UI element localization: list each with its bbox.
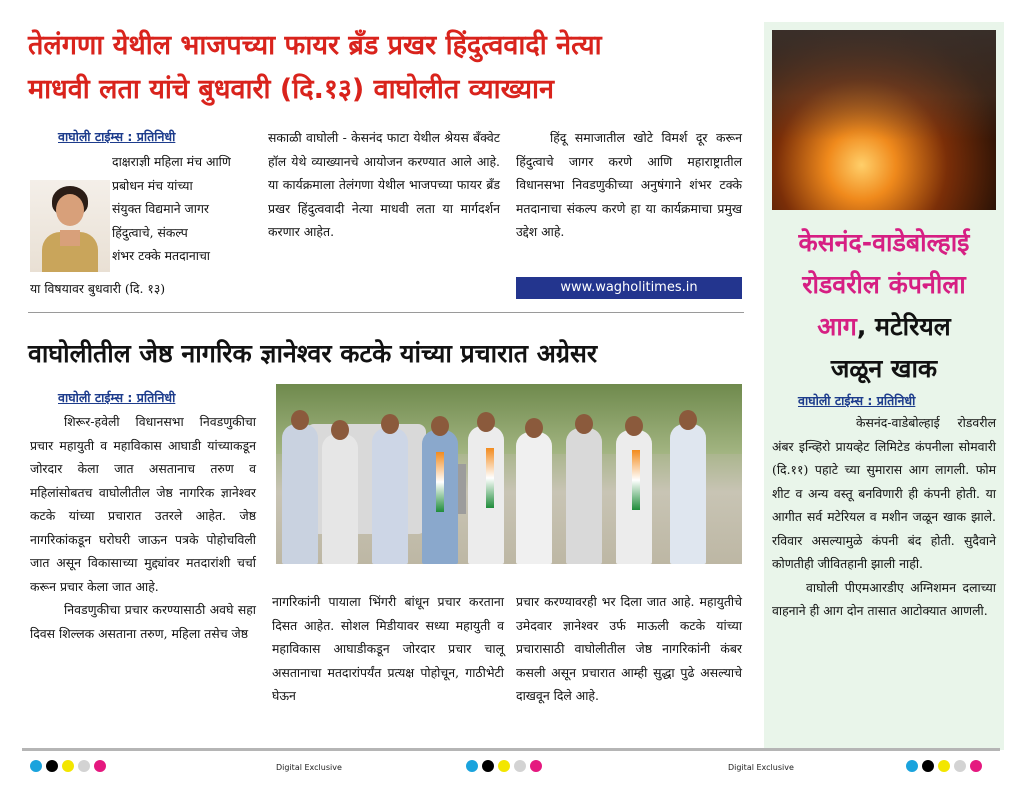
story3-headline-c-line: [768, 306, 1000, 348]
black-dot: [922, 760, 934, 772]
digital-exclusive-label-2: Digital Exclusive: [728, 763, 794, 772]
story1-col3: [516, 126, 742, 244]
story3-headline-a: केसनंद-वाडेबोल्हाई: [798, 228, 970, 257]
story2-headline: वाघोलीतील जेष्ठ नागरिक ज्ञानेश्वर कटके यांच्या प्रचारात अग्रेसर: [28, 339, 598, 368]
black-dot: [46, 760, 58, 772]
story1-col1-line: संयुक्त विद्यमाने जागर: [112, 201, 209, 216]
story3-body: [772, 411, 996, 623]
section-divider: [28, 312, 744, 313]
story1-col3-text: हिंदू समाजातील खोटे विमर्श दूर करून हिंदुत्वाचे जागर करणे आणि महाराष्ट्रातील विधानसभा निवडणुकीच्या अनुषंगाने शंभर टक्के मतदानाचा संकल्प करणे हा या कार्यक्रमाचा प्रमुख उद्देश आहे.: [516, 130, 742, 239]
yellow-dot: [498, 760, 510, 772]
cyan-dot: [466, 760, 478, 772]
registration-dots-center: [466, 760, 542, 772]
story2-col2: नागरिकांनी पायाला भिंगरी बांधून प्रचार करताना दिसत आहेत. सोशल मिडीयावर सध्या महायुती व महाविकास आघाडीकडून जोरदार प्रचार चालू असतानाचा मतदारांपर्यंत प्रत्यक्ष पोहोचून, गाठीभेटी घेऊन: [272, 594, 504, 703]
registration-dots-right: [906, 760, 982, 772]
story1-headline-line2: माधवी लता यांचे बुधवारी (दि.१३) वाघोलीत व्याख्यान: [28, 74, 555, 105]
digital-exclusive-label-1: Digital Exclusive: [276, 763, 342, 772]
story2-col1: [30, 410, 256, 645]
grey-dot: [514, 760, 526, 772]
story3-headline-d: जळून खाक: [830, 354, 938, 383]
story1-col2: सकाळी वाघोली - केसनंद फाटा येथील श्रेयस बँक्वेट हॉल येथे व्याख्यानचे आयोजन करण्यात आले आहे. या कार्यक्रमाला तेलंगणा येथील भाजपच्या फायर ब्रँड प्रखर हिंदुत्ववादी नेत्या माधवी लता या मार्गदर्शन करणार आहेत.: [268, 130, 500, 239]
story3-headline-b: रोडवरील कंपनीला: [802, 270, 966, 299]
story3-headline-c2: , मटेरियल: [856, 312, 951, 341]
story1-col1-line: प्रबोधन मंच यांच्या: [112, 177, 193, 193]
story3-byline: वाघोली टाईम्स : प्रतिनिधी: [798, 393, 916, 408]
story1-col1-last: या विषयावर बुधवारी (दि. १३): [30, 281, 166, 296]
story1-headline: [28, 24, 748, 112]
story3-p1: केसनंद-वाडेबोल्हाई रोडवरील अंबर इन्व्हिरो प्रायव्हेट लिमिटेड कंपनीला सोमवारी (दि.११) पहाटे च्या सुमारास आग लागली. फोम शीट व अन्य वस्तू बनविणारी ही कंपनी होती. या आगीत सर्व मटेरियल व मशीन जळून खाक झाले. रविवार असल्यामुळे कंपनी बंद होती. सुदैवाने कोणतीही जीवितहानी झाली नाही.: [772, 415, 996, 571]
story3-headline: [768, 222, 1000, 390]
cyan-dot: [30, 760, 42, 772]
story3-p2: वाघोली पीएमआरडीए अग्निशमन दलाच्या वाहनाने ही आग दोन तासात आटोक्यात आणली.: [772, 579, 996, 618]
story1-col1: [112, 150, 254, 268]
story2-col1-p1: शिरूर-हवेली विधानसभा निवडणुकीचा प्रचार महायुती व महाविकास आघाडी यांच्याकडून जोरदार केला जात असतानाच तरुण व महिलांसोबतच वाघोलीतील जेष्ठ नागरिक ज्ञानेश्वर कटके यांच्या प्रचारात उतरले आहेत. जेष्ठ नागरिकांकडून घरोघरी जाऊन पत्रके पोहोचविली जात असून विकासाच्या मुद्द्यांवर मतदारांशी चर्चा करून प्रचार केला जात आहे.: [30, 414, 256, 594]
story1-col1-line: शंभर टक्के मतदानाचा: [112, 248, 211, 263]
group-photo: [276, 384, 742, 564]
story2-col3: प्रचार करण्यावरही भर दिला जात आहे. महायुतीचे उमेदवार ज्ञानेश्वर उर्फ माऊली कटके यांच्या प्रचारासाठी वाघोलीतील जेष्ठ नागरिकांनी कंबर कसली असून प्रचारात आम्ही सुद्धा पुढे असल्याचे दाखवून दिले आहे.: [516, 594, 742, 703]
yellow-dot: [62, 760, 74, 772]
fire-photo-smoke: [772, 30, 996, 140]
magenta-dot: [530, 760, 542, 772]
footer-rule: [22, 748, 1000, 751]
grey-dot: [78, 760, 90, 772]
website-banner[interactable]: www.wagholitimes.in: [516, 277, 742, 299]
registration-dots-left: [30, 760, 106, 772]
grey-dot: [954, 760, 966, 772]
yellow-dot: [938, 760, 950, 772]
story3-headline-c: आग: [817, 312, 857, 341]
story1-byline: वाघोली टाईम्स : प्रतिनिधी: [58, 129, 176, 144]
magenta-dot: [970, 760, 982, 772]
story1-col1-line: हिंदुत्वाचे, संकल्प: [112, 224, 188, 240]
black-dot: [482, 760, 494, 772]
magenta-dot: [94, 760, 106, 772]
story2-byline: वाघोली टाईम्स : प्रतिनिधी: [58, 390, 176, 405]
cyan-dot: [906, 760, 918, 772]
story1-headline-line1: तेलंगणा येथील भाजपच्या फायर ब्रँड प्रखर हिंदुत्ववादी नेत्या: [28, 30, 602, 61]
story1-col1-line: दाक्षराज्ञी महिला मंच आणि: [112, 154, 231, 169]
story2-col1-p2: निवडणुकीचा प्रचार करण्यासाठी अवघे सहा दिवस शिल्लक असताना तरुण, महिला तसेच जेष्ठ: [30, 602, 256, 641]
portrait-photo: [30, 180, 110, 272]
